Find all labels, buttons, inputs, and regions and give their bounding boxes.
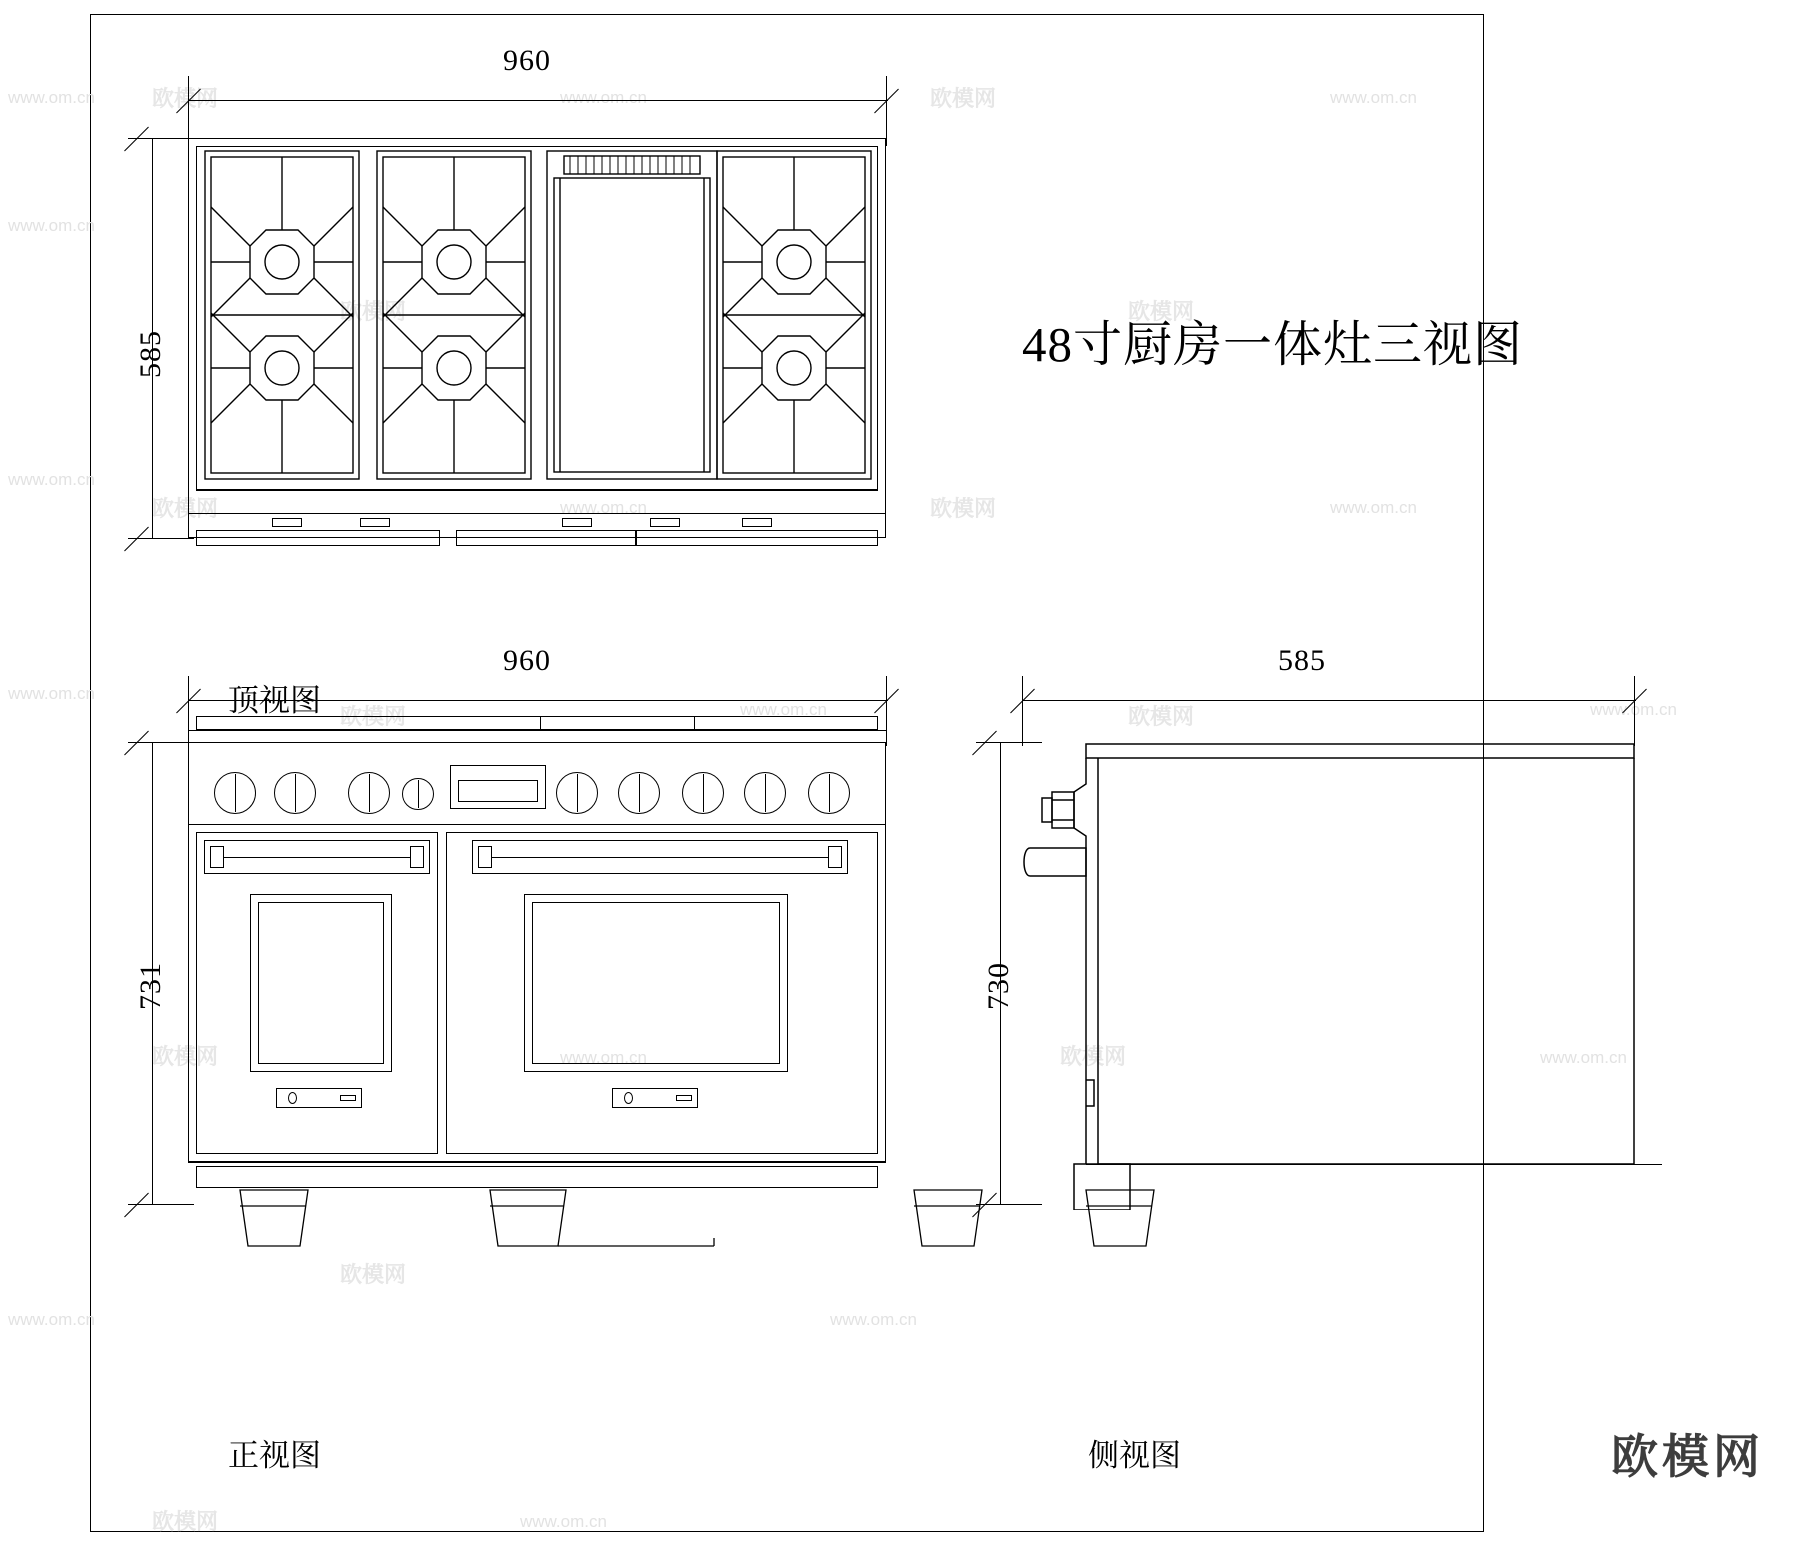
dim-line [188, 100, 888, 101]
watermark: www.om.cn [560, 498, 647, 517]
oven-window-inner-left [258, 902, 384, 1064]
watermark: www.om.cn [560, 88, 647, 107]
watermark: 欧模网 [340, 1262, 407, 1287]
dim-line [1022, 700, 1636, 701]
handle-bracket [410, 846, 424, 868]
dim-top-depth: 585 [134, 330, 167, 378]
watermark: 欧模网 [152, 496, 219, 521]
cooktop-surface [196, 716, 878, 730]
brand-watermark: 欧模网 [1611, 1430, 1764, 1483]
knob-indicator [639, 774, 640, 812]
dim-ext-line [188, 76, 189, 146]
watermark: 欧模网 [1128, 299, 1195, 324]
watermark: www.om.cn [8, 88, 95, 107]
watermark: www.om.cn [1330, 88, 1417, 107]
dim-ext-line [1022, 676, 1023, 746]
kick-plate-line [188, 1162, 886, 1163]
view-label-top: 顶视图 [228, 683, 321, 718]
watermark: www.om.cn [830, 1310, 917, 1329]
foot-plan [196, 530, 440, 546]
vent-slot [360, 518, 390, 527]
dim-front-height: 731 [134, 962, 167, 1010]
view-label-side: 侧视图 [1088, 1438, 1181, 1473]
watermark: 欧模网 [152, 1509, 219, 1534]
knob-indicator [418, 780, 419, 808]
flame-icon [624, 1092, 633, 1104]
burner-grate-right [716, 150, 872, 480]
flame-icon [288, 1092, 297, 1104]
dim-ext-line [886, 76, 887, 146]
watermark: 欧模网 [152, 1044, 219, 1069]
foot-plan [456, 530, 636, 546]
watermark: www.om.cn [8, 1310, 95, 1329]
vent-slot [742, 518, 772, 527]
range-side-profile [1022, 740, 1662, 1210]
badge-mark [676, 1095, 692, 1101]
view-label-front: 正视图 [228, 1438, 321, 1473]
dim-line [188, 700, 888, 701]
oven-window-inner-right [532, 902, 780, 1064]
dim-top-width: 960 [503, 44, 551, 77]
watermark: www.om.cn [8, 470, 95, 489]
leg-left [236, 1188, 312, 1250]
watermark: 欧模网 [152, 86, 219, 111]
knob-indicator [295, 774, 296, 812]
side-bottom-rail [1086, 1164, 1662, 1165]
leg-right [910, 1188, 986, 1250]
dim-side-depth: 585 [1278, 644, 1326, 677]
knob-indicator [369, 774, 370, 812]
burner-grate-left [204, 150, 360, 480]
handle-bar [492, 857, 828, 858]
griddle-plate [546, 150, 718, 480]
watermark: 欧模网 [1060, 1044, 1127, 1069]
dim-ext-line [188, 676, 189, 746]
surface-divider [540, 716, 541, 730]
watermark: www.om.cn [8, 684, 95, 703]
knob-indicator [765, 774, 766, 812]
dim-ext-line [128, 742, 194, 743]
knob-indicator [577, 774, 578, 812]
dim-ext-line [128, 1204, 194, 1205]
watermark: www.om.cn [1540, 1048, 1627, 1067]
handle-bracket [478, 846, 492, 868]
badge-mark [340, 1095, 356, 1101]
knob-indicator [703, 774, 704, 812]
watermark: www.om.cn [1590, 700, 1677, 719]
handle-bracket [828, 846, 842, 868]
watermark: 欧模网 [930, 496, 997, 521]
control-panel-bottom [188, 824, 886, 825]
foot-plan [636, 530, 878, 546]
vent-slot [650, 518, 680, 527]
knob-indicator [829, 774, 830, 812]
watermark: www.om.cn [560, 1048, 647, 1067]
dim-side-height: 730 [982, 962, 1015, 1010]
handle-bar [224, 857, 410, 858]
cooktop-front-edge [196, 490, 878, 491]
watermark: 欧模网 [1128, 704, 1195, 729]
watermark: 欧模网 [930, 86, 997, 111]
vent-slot [272, 518, 302, 527]
watermark: www.om.cn [8, 216, 95, 235]
dim-ext-line [1634, 676, 1635, 746]
page-title: 48寸厨房一体灶三视图 [1022, 317, 1524, 372]
dim-front-width: 960 [503, 644, 551, 677]
watermark: www.om.cn [1330, 498, 1417, 517]
display-screen [458, 780, 538, 802]
watermark: 欧模网 [340, 704, 407, 729]
dim-ext-line [886, 676, 887, 746]
dim-ext-line [128, 138, 194, 139]
leg-center [486, 1188, 716, 1250]
cooktop-front-rail [188, 513, 886, 514]
watermark: 欧模网 [340, 299, 407, 324]
vent-slot [562, 518, 592, 527]
knob-indicator [235, 774, 236, 812]
burner-grate-center [376, 150, 532, 480]
kick-plate [196, 1166, 878, 1188]
watermark: www.om.cn [520, 1512, 607, 1531]
dim-ext-line [128, 538, 194, 539]
watermark: www.om.cn [740, 700, 827, 719]
surface-divider [694, 716, 695, 730]
leg-side [1082, 1188, 1158, 1250]
top-edge-line [188, 730, 886, 731]
handle-bracket [210, 846, 224, 868]
